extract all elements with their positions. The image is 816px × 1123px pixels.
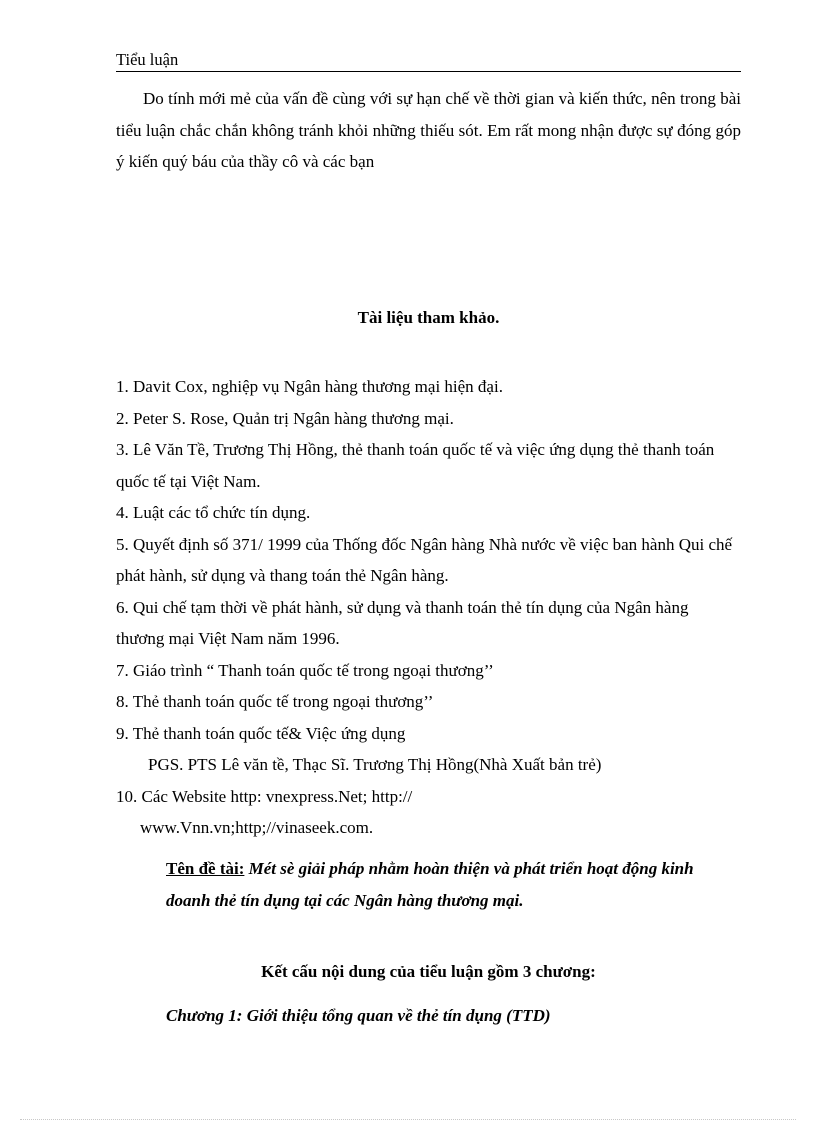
topic-text: Mét sè giải pháp nhằm hoàn thiện và phát triển hoạt động kinh doanh thẻ tín dụng tại các Ngân hàng thương mại. <box>166 859 694 910</box>
reference-item: 5. Quyết định số 371/ 1999 của Thống đốc Ngân hàng Nhà nước về việc ban hành Qui chế phát hành, sử dụng và thang toán thẻ Ngân hàng. <box>116 534 733 585</box>
reference-item: 2. Peter S. Rose, Quản trị Ngân hàng thương mại. <box>116 408 454 428</box>
reference-item: 4. Luật các tổ chức tín dụng. <box>116 503 311 522</box>
references-list <box>116 371 741 844</box>
reference-item: 3. Lê Văn Tề, Trương Thị Hồng, thẻ thanh toán quốc tế và việc ứng dụng thẻ thanh toán quốc tế tại Việt Nam. <box>116 440 715 491</box>
reference-item: www.Vnn.vn;http;//vinaseek.com. <box>140 818 374 837</box>
intro-paragraph: Do tính mới mẻ của vấn đề cùng với sự hạn chế về thời gian và kiến thức, nên trong bài tiểu luận chắc chắn không tránh khỏi những thiếu sót. Em rất mong nhận được sự đóng góp ý kiến quý báu của thầy cô và các bạn <box>116 89 741 171</box>
reference-item: 8. Thẻ thanh toán quốc tế trong ngoại thương’’ <box>116 692 434 711</box>
page-bottom-divider <box>20 1119 796 1120</box>
reference-item: PGS. PTS Lê văn tề, Thạc Sĩ. Trương Thị Hồng(Nhà Xuất bản trẻ) <box>148 755 602 774</box>
reference-item: 6. Qui chế tạm thời về phát hành, sử dụng và thanh toán thẻ tín dụng của Ngân hàng thương mại Việt Nam năm 1996. <box>116 597 689 648</box>
structure-heading: Kết cấu nội dung của tiểu luận gồm 3 chương: <box>261 962 596 981</box>
topic-label: Tên đề tài: <box>166 859 245 878</box>
reference-item: 1. Davit Cox, nghiệp vụ Ngân hàng thương mại hiện đại. <box>116 377 503 396</box>
chapter-1-heading: Chương 1: Giới thiệu tổng quan về thẻ tín dụng (TTD) <box>166 1006 551 1025</box>
topic-block <box>166 853 741 916</box>
references-title: Tài liệu tham khảo. <box>357 308 500 327</box>
reference-item: 9. Thẻ thanh toán quốc tế& Việc ứng dụng <box>116 723 406 743</box>
reference-item: 7. Giáo trình “ Thanh toán quốc tế trong ngoại thương’’ <box>116 660 494 680</box>
page-header: Tiểu luận <box>116 50 741 72</box>
reference-item: 10. Các Website http: vnexpress.Net; http:// <box>116 786 413 806</box>
